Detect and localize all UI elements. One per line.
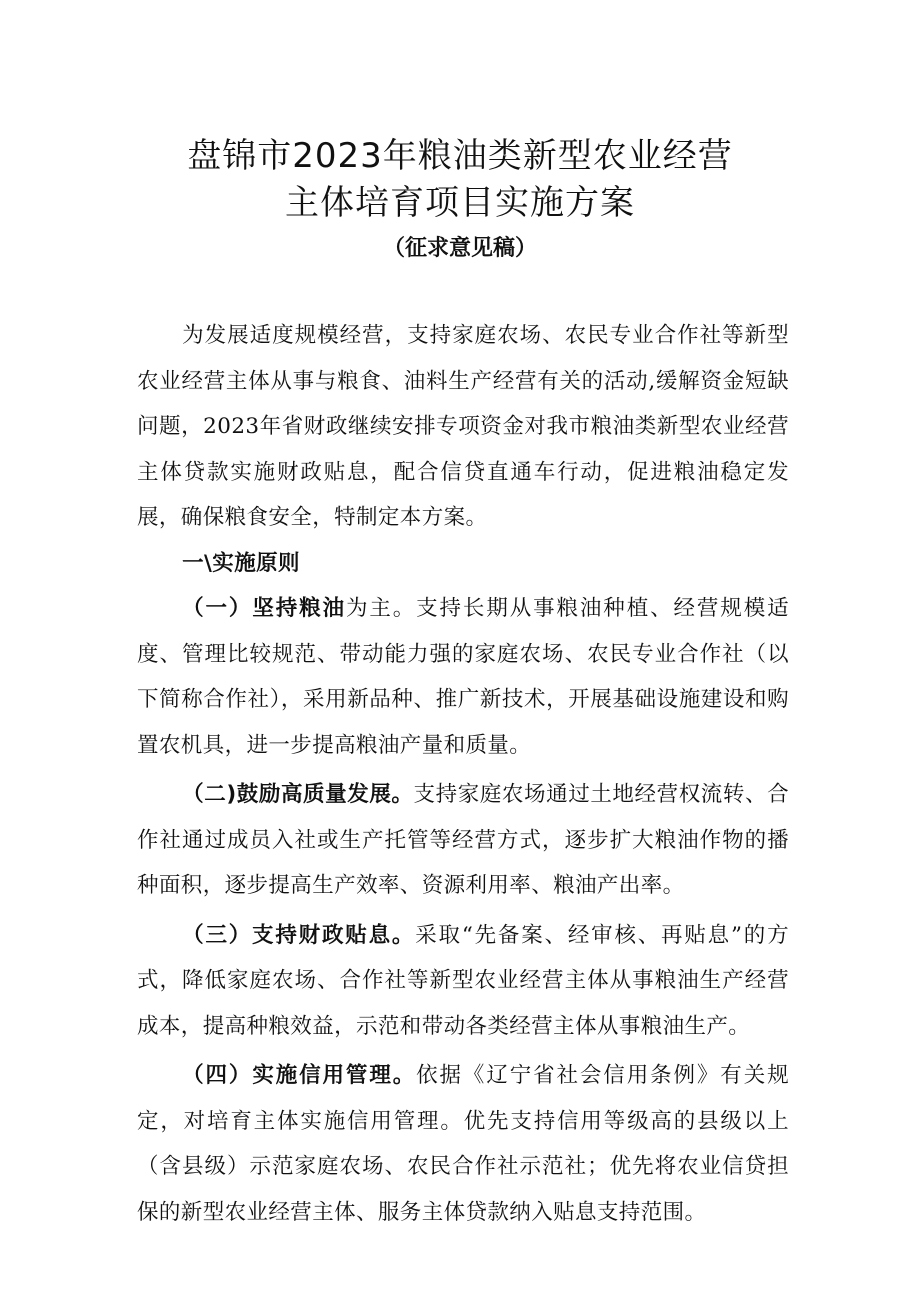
document-title-line-1: 盘锦市2023年粮油类新型农业经营 xyxy=(187,136,733,176)
principle-item-3-text: 采取“先备案、经审核、再贴息”的方式，降低家庭农场、合作社等新型农业经营主体从事粮油生产经营成本，提高种粮效益，示范和带动各类经营主体从事粮油生产。 xyxy=(137,922,789,1039)
principle-item-4-lead: （四）实施信用管理。 xyxy=(182,1063,417,1088)
principle-item-3-lead: （三）支持财政贴息。 xyxy=(182,922,416,948)
principle-item-3 xyxy=(137,913,789,1050)
principle-item-1-text: 为主。支持长期从事粮油种植、经营规模适度、管理比较规范、带动能力强的家庭农场、农民专业合作社（以下简称合作社），采用新品种、推广新技术，开展基础设施建设和购置农机具，进一步提高粮油产量和质量。 xyxy=(137,596,789,758)
document-body xyxy=(137,313,789,1235)
principle-item-4 xyxy=(137,1053,789,1235)
principle-item-2-text: 支持家庭农场通过土地经营权流转、合作社通过成员入社或生产托管等经营方式，逐步扩大粮油作物的播种面积，逐步提高生产效率、资源利用率、粮油产出率。 xyxy=(137,782,789,898)
principle-item-1 xyxy=(137,586,789,768)
principle-item-1-lead: （一）坚持粮油 xyxy=(182,596,346,621)
document-subtitle: （征求意见稿） xyxy=(382,236,537,261)
principle-item-4-text: 依据《辽宁省社会信用条例》有关规定，对培育主体实施信用管理。优先支持信用等级高的县级以上（含县级）示范家庭农场、农民合作社示范社；优先将农业信贷担保的新型农业经营主体、服务主体贷款纳入贴息支持范围。 xyxy=(137,1063,789,1225)
intro-paragraph: 为发展适度规模经营，支持家庭农场、农民专业合作社等新型农业经营主体从事与粮食、油料生产经营有关的活动,缓解资金短缺问题，2023年省财政继续安排专项资金对我市粮油类新型农业经营主体贷款实施财政贴息，配合信贷直通车行动，促进粮油稳定发展，确保粮食安全，特制定本方案。 xyxy=(137,323,789,530)
section-heading-principles: 一\实施原则 xyxy=(182,550,300,576)
principle-item-2 xyxy=(137,772,789,909)
principle-item-2-lead: （二)鼓励高质量发展。 xyxy=(182,782,414,807)
document-title-line-2: 主体培育项目实施方案 xyxy=(285,183,635,223)
